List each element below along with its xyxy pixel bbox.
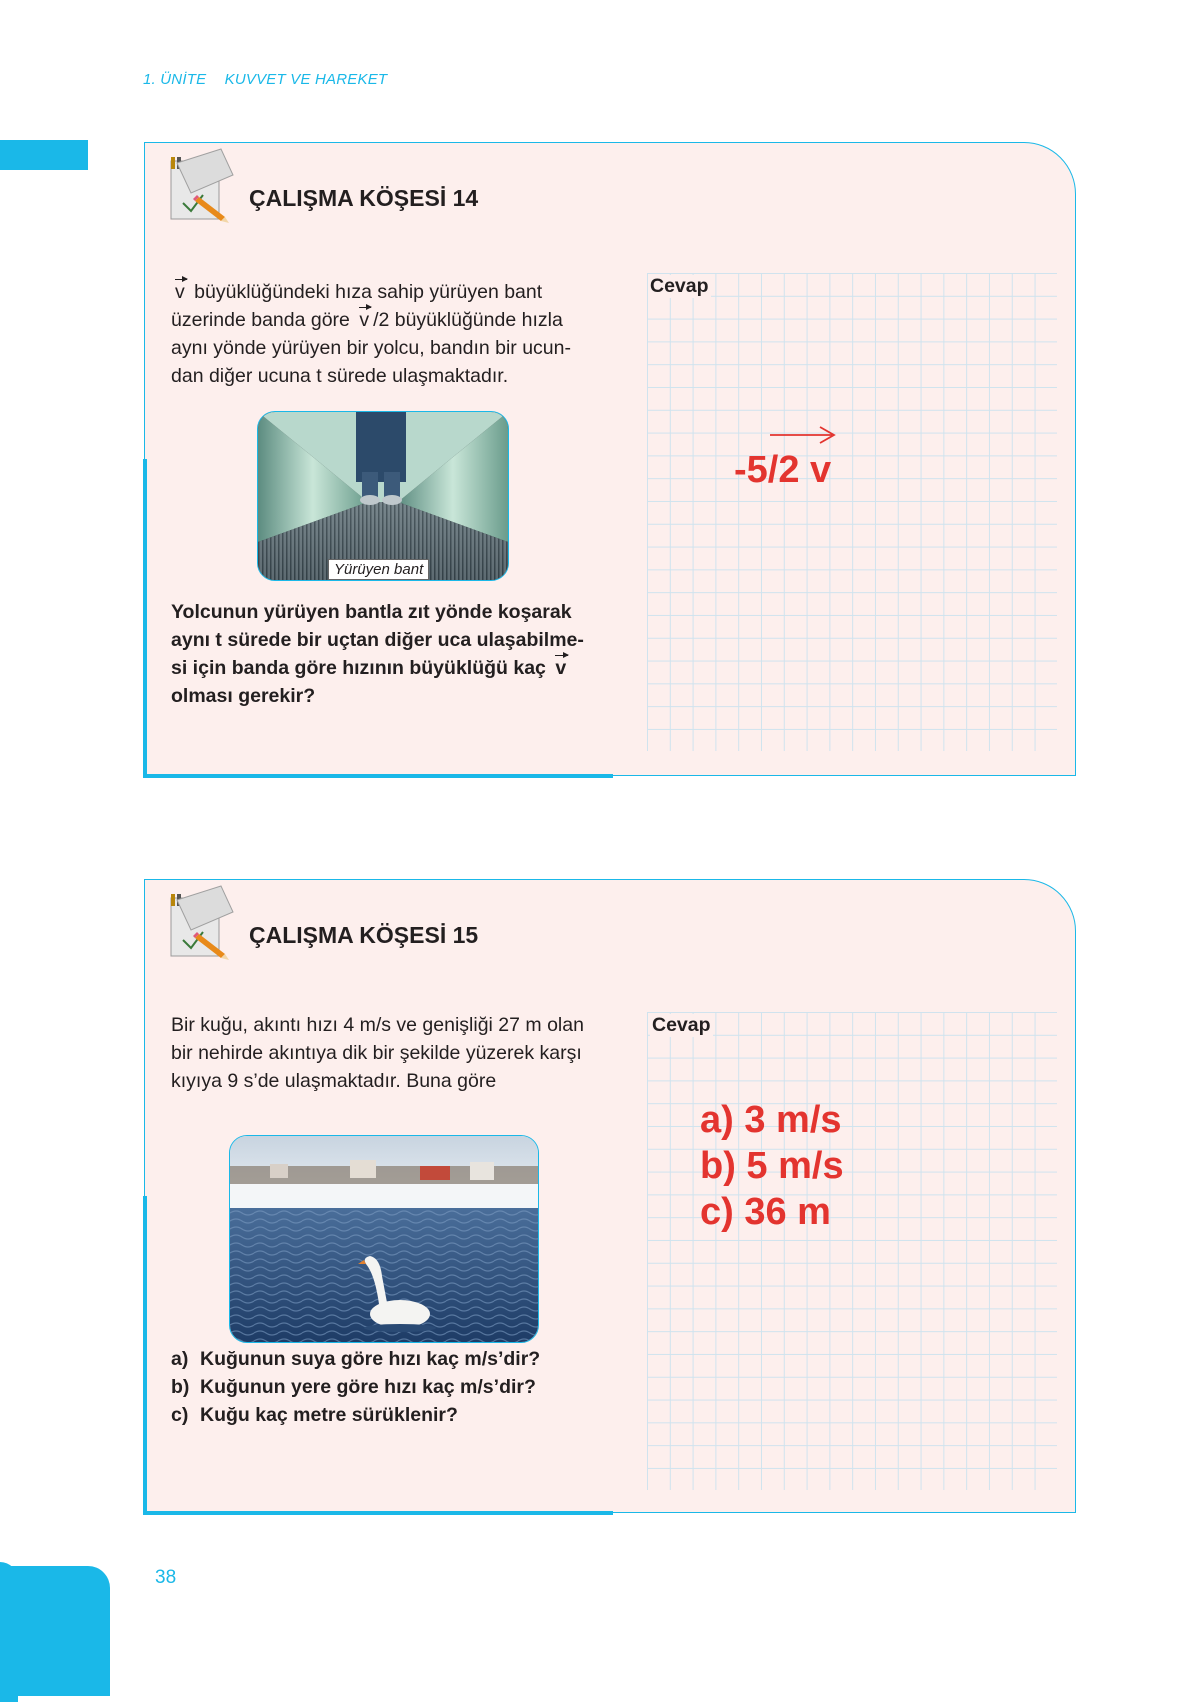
unit-topic: KUVVET VE HAREKET: [224, 71, 388, 88]
card-accent-left: [143, 1196, 147, 1514]
card-accent-left: [143, 459, 147, 777]
corner-tab-decoration: [0, 1566, 110, 1696]
answer-grid: [647, 273, 1057, 751]
page-number: 38: [155, 1567, 177, 1588]
answer-c: c) 36 m: [700, 1191, 831, 1233]
vector-v: v: [171, 278, 189, 306]
side-tab-decoration: [0, 140, 88, 170]
card-accent-bottom: [143, 1511, 613, 1515]
answer-label: Cevap: [652, 1014, 711, 1036]
card-accent-bottom: [143, 774, 613, 778]
study-corner-15-card: [144, 879, 1076, 1513]
notepad-pencil-icon: [169, 147, 235, 225]
problem-text: Bir kuğu, akıntı hızı 4 m/s ve genişliği 27 m olan bir nehirde akıntıya dik bir şekilde yüzerek karşı kıyıya 9 s’de ulaşmaktadır. Buna göre: [171, 1014, 584, 1092]
answer-a: a) 3 m/s: [700, 1099, 842, 1141]
answer-grid: [647, 1012, 1057, 1490]
swan-photo: [229, 1135, 539, 1343]
study-corner-14-card: [144, 142, 1076, 776]
answer-label: Cevap: [650, 275, 709, 297]
question-list: [171, 1345, 540, 1429]
problem-text: v büyüklüğündeki hıza sahip yürüyen bant üzerinde banda göre v /2 büyüklüğünde hızla aynı yönde yürüyen bir yolcu, bandın bir ucun- dan diğer ucuna t sürede ulaşmaktadır.: [171, 278, 601, 390]
question-item: c) Kuğu kaç metre sürüklenir?: [171, 1404, 458, 1426]
unit-label: 1. ÜNİTE: [143, 71, 207, 88]
question-item: a) Kuğunun suya göre hızı kaç m/s’dir?: [171, 1348, 541, 1370]
moving-walkway-photo: [257, 411, 509, 581]
vector-v: v: [551, 654, 570, 682]
vector-v: v: [355, 306, 373, 334]
card-title: ÇALIŞMA KÖŞESİ 14: [249, 185, 479, 211]
notepad-pencil-icon: [169, 884, 235, 962]
page-header: [143, 71, 387, 88]
answer-list: [700, 1097, 844, 1235]
answer-vector-arrow: [768, 425, 838, 445]
answer-value: -5/2 v: [734, 449, 832, 491]
photo-caption: Yürüyen bant: [328, 559, 429, 580]
question-text: Yolcunun yürüyen bantla zıt yönde koşarak aynı t sürede bir uçtan diğer uca ulaşabilme- si için banda göre hızının büyüklüğü kaç v olması gerekir?: [171, 601, 584, 707]
answer-b: b) 5 m/s: [700, 1145, 844, 1187]
question-item: b) Kuğunun yere göre hızı kaç m/s’dir?: [171, 1376, 536, 1398]
card-title: ÇALIŞMA KÖŞESİ 15: [249, 922, 479, 948]
